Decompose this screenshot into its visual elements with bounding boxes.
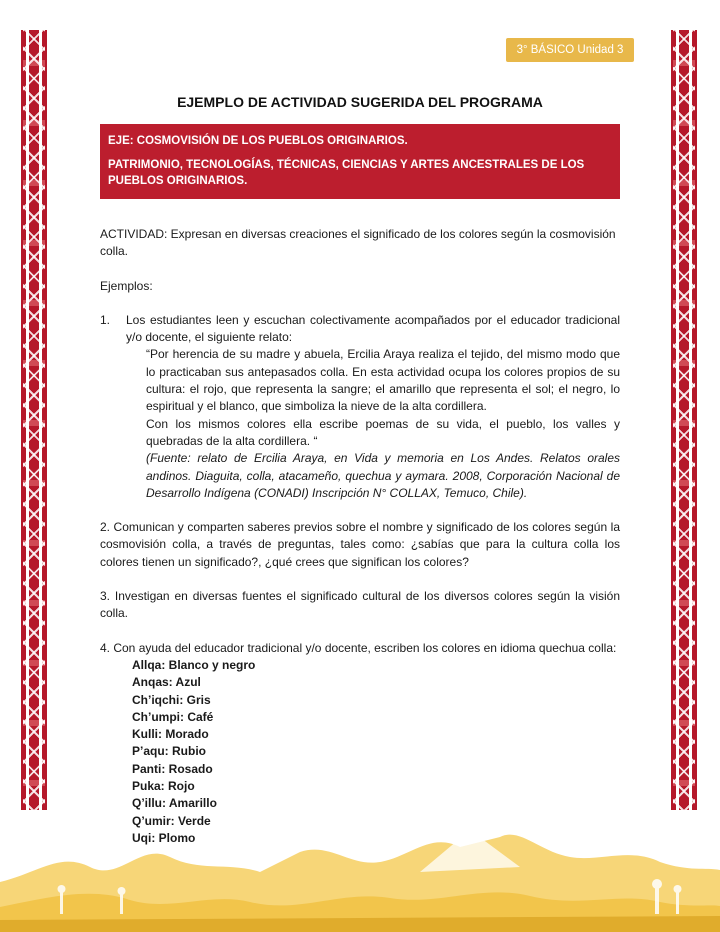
page-title: EJEMPLO DE ACTIVIDAD SUGERIDA DEL PROGRAMA [177,94,543,110]
activity-content [100,226,620,847]
item-2-text: 2. Comunican y comparten saberes previos sobre el nombre y significado de los colores según la cosmovisión colla, a través de preguntas, tales como: ¿sabías que para la cultura colla los colores tienen un significado?, ¿qué crees que significan los colores? [100,520,620,569]
color-item: Uqi: Plomo [132,830,196,845]
color-item: Q’illu: Amarillo [132,796,217,811]
color-item: Panti: Rosado [132,761,213,776]
color-item: Ch’umpi: Café [132,709,214,724]
color-item: Allqa: Blanco y negro [132,657,256,672]
item-4-text: 4. Con ayuda del educador tradicional y/o docente, escriben los colores en idioma quechua colla: [100,640,617,655]
color-item: Q’umir: Verde [132,813,211,828]
quote-paragraph-2: Con los mismos colores ella escribe poemas de su vida, el pueblo, los valles y quebradas de la alta cordillera. “ [146,416,620,448]
color-item: Kulli: Morado [132,727,209,742]
quote-block [146,346,620,502]
eje-line-1: EJE: COSMOVISIÓN DE LOS PUEBLOS ORIGINARIOS. [108,135,408,147]
unit-badge: 3° BÁSICO Unidad 3 [506,38,634,62]
item-1 [100,312,620,347]
landscape-illustration [0,812,720,932]
color-item: Ch’iqchi: Gris [132,692,211,707]
color-item: P’aqu: Rubio [132,744,206,759]
decorative-border-right [671,30,697,810]
item-1-number: 1. [100,312,111,327]
color-item: Puka: Rojo [132,779,195,794]
ejemplos-label: Ejemplos: [100,278,153,293]
quote-source: (Fuente: relato de Ercilia Araya, en Vida y memoria en Los Andes. Relatos orales andinos. Diaguita, colla, atacameño, quechua y aymara. 2008, Corporación Nacional de Desarrollo Indígena (CONADI) Inscripción N° COLLAX, Temuco, Chile). [146,451,620,500]
actividad-text: ACTIVIDAD: Expresan en diversas creaciones el significado de los colores según la cosmovisión colla. [100,227,616,259]
eje-box [100,124,620,199]
eje-line-2: PATRIMONIO, TECNOLOGÍAS, TÉCNICAS, CIENCIAS Y ARTES ANCESTRALES DE LOS PUEBLOS ORIGINARIOS. [108,159,585,187]
item-1-text: Los estudiantes leen y escuchan colectivamente acompañados por el educador tradicional y/o docente, el siguiente relato: [126,312,620,345]
color-item: Anqas: Azul [132,675,201,690]
quote-paragraph-1: “Por herencia de su madre y abuela, Ercilia Araya realiza el tejido, del mismo modo que lo practicaban sus antepasados colla. En esta actividad ocupa los colores propios de su cultura: el rojo, que representa la sangre; el amarillo que representa el sol; el negro, lo espiritual y el blanco, que simboliza la nieve de la alta cordillera. [146,347,620,414]
decorative-border-left [21,30,47,810]
item-3-text: 3. Investigan en diversas fuentes el significado cultural de los diversos colores según la visión colla. [100,589,620,621]
